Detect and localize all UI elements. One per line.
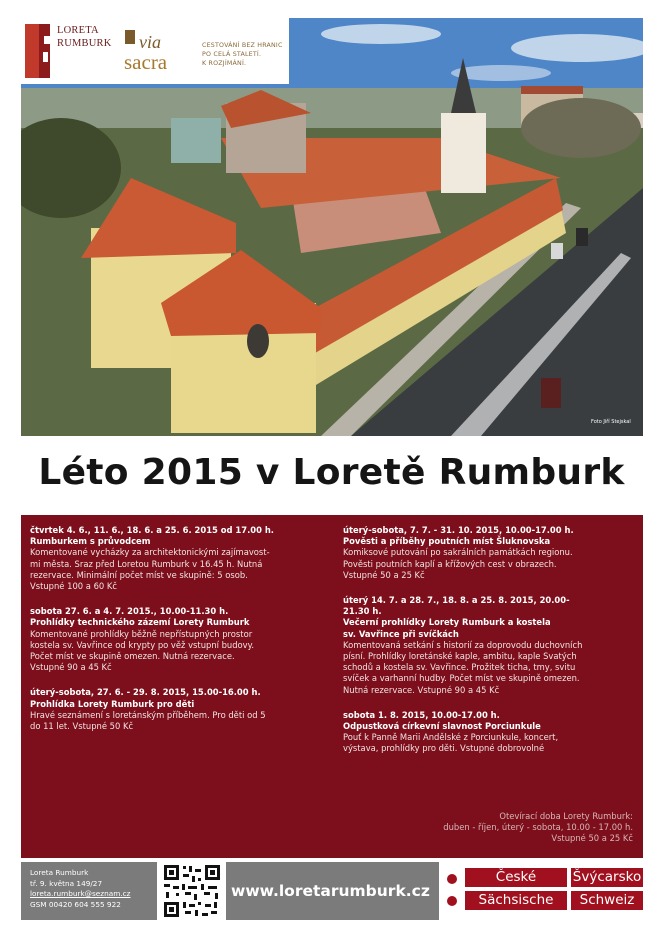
event-title-continued: sv. Vavřince při svíčkách — [343, 628, 459, 639]
contact-org: Loreta Rumburk — [30, 868, 89, 877]
qr-code[interactable] — [160, 862, 224, 920]
opening-hours-title: Otevírací doba Lorety Rumburk: — [499, 811, 633, 821]
brand-svycarsko: Švýcarsko — [572, 869, 642, 885]
event-porciunkule — [343, 710, 639, 755]
event-date: sobota 1. 8. 2015, 10.00-17.00 h. — [343, 709, 500, 720]
event-description: Hravé seznámení s loretánským příběhem. Pro děti od 5 do 11 let. Vstupné 50 Kč — [30, 709, 266, 732]
brand-schweiz: Schweiz — [571, 891, 643, 910]
event-kids-tour — [30, 687, 326, 732]
event-technical-tour — [30, 606, 326, 673]
contact-email-link[interactable]: loreta.rumburk@seznam.cz — [30, 889, 131, 898]
event-description: Komentovaná setkání s historií za doprovodu duchovních písní. Prohlídky loretánské kaple, ambitu, kaple Svatých schodů a kostela sv. Vavřince. Prožitek ticha, tmy, svitu svíček a varhanní hudby. Počet míst ve skupině omezen. Nutná rezervace. Vstupné 90 a 45 Kč — [343, 639, 583, 695]
opening-hours — [381, 811, 633, 845]
loreta-logo-icon — [24, 22, 52, 78]
opening-hours-time: duben - říjen, úterý - sobota, 10.00 - 17.00 h. — [443, 822, 633, 833]
event-title: Odpustková církevní slavnost Porciunkule — [343, 721, 541, 732]
program-right-column — [343, 525, 639, 769]
event-date: úterý 14. 7. a 28. 7., 18. 8. a 25. 8. 2015, 20.00- — [343, 595, 570, 606]
event-title: Prohlídka Lorety Rumburk pro děti — [30, 698, 195, 709]
opening-hours-price: Vstupné 50 a 25 Kč — [551, 833, 633, 844]
program-panel — [21, 515, 643, 858]
qr-code-icon — [160, 862, 224, 920]
event-date: úterý-sobota, 7. 7. - 31. 10. 2015, 10.00-17.00 h. — [343, 525, 574, 535]
event-candlelight-tour — [343, 595, 639, 696]
program-left-column — [30, 525, 326, 746]
via-logo-word: via — [139, 32, 161, 52]
event-description: Komentované prohlídky běžně nepřístupných prostor kostela sv. Vavřince od krypty po věž vstupní budovy. Počet míst ve skupině omezen. Nutná rezervace. Vstupné 90 a 45 Kč — [30, 628, 255, 673]
ceske-svycarsko-logo — [441, 862, 643, 920]
event-title: Rumburkem s průvodcem — [30, 536, 151, 547]
loreta-logo-text: LORETA RUMBURK — [57, 25, 112, 49]
event-legends — [343, 525, 639, 581]
via-sacra-tagline: CESTOVÁNÍ BEZ HRANIC PO CELÁ STALETÍ. K ROZJÍMÁNÍ. — [202, 42, 283, 67]
event-title: Pověsti a příběhy poutních míst Šluknovska — [343, 536, 551, 547]
footer — [21, 862, 643, 920]
event-date: sobota 27. 6. a 4. 7. 2015., 10.00-11.30 h. — [30, 606, 229, 617]
event-description: Pouť k Panně Marii Andělské z Porciunkule, koncert, výstava, prohlídky pro děti. Vstupné dobrovolné — [343, 732, 559, 754]
brand-sachsische: Sächsische — [465, 891, 567, 910]
event-description: Komentované vycházky za architektonickými zajímavost- mi města. Sraz před Loretou Rumburk v 16.45 h. Nutná rezervace. Minimální počet míst ve skupině: 5 osob. Vstupné 100 a 60 Kč — [30, 547, 270, 592]
event-guided-walk — [30, 525, 326, 592]
contact-block — [21, 862, 157, 920]
brand-ceske: České — [465, 868, 567, 887]
website-link[interactable]: www.loretarumburk.cz — [226, 862, 439, 920]
contact-phone: GSM 00420 604 555 922 — [30, 899, 121, 909]
brand-dot-icon — [447, 896, 457, 906]
event-date: úterý-sobota, 27. 6. - 29. 8. 2015, 15.00-16.00 h. — [30, 687, 261, 698]
event-description: Komiksové putování po sakrálních památkách regionu. Pověsti poutních kaplí a křížových cest v obrazech. Vstupné 50 a 25 Kč — [343, 547, 573, 580]
event-title: Večerní prohlídky Lorety Rumburk a kostela — [343, 617, 551, 628]
event-title: Prohlídky technického zázemí Lorety Rumburk — [30, 617, 250, 628]
photo-credit: Foto Jiří Stejskal — [591, 419, 631, 425]
event-date: čtvrtek 4. 6., 11. 6., 18. 6. a 25. 6. 2015 od 17.00 h. — [30, 525, 274, 535]
event-date-continued: 21.30 h. — [343, 606, 382, 617]
logo-panel — [21, 18, 289, 84]
sacra-logo-word: sacra — [124, 50, 168, 74]
page-title: Léto 2015 v Loretě Rumburk — [38, 452, 625, 493]
contact-address: tř. 9. května 149/27 — [30, 878, 103, 888]
brand-dot-icon — [447, 874, 457, 884]
